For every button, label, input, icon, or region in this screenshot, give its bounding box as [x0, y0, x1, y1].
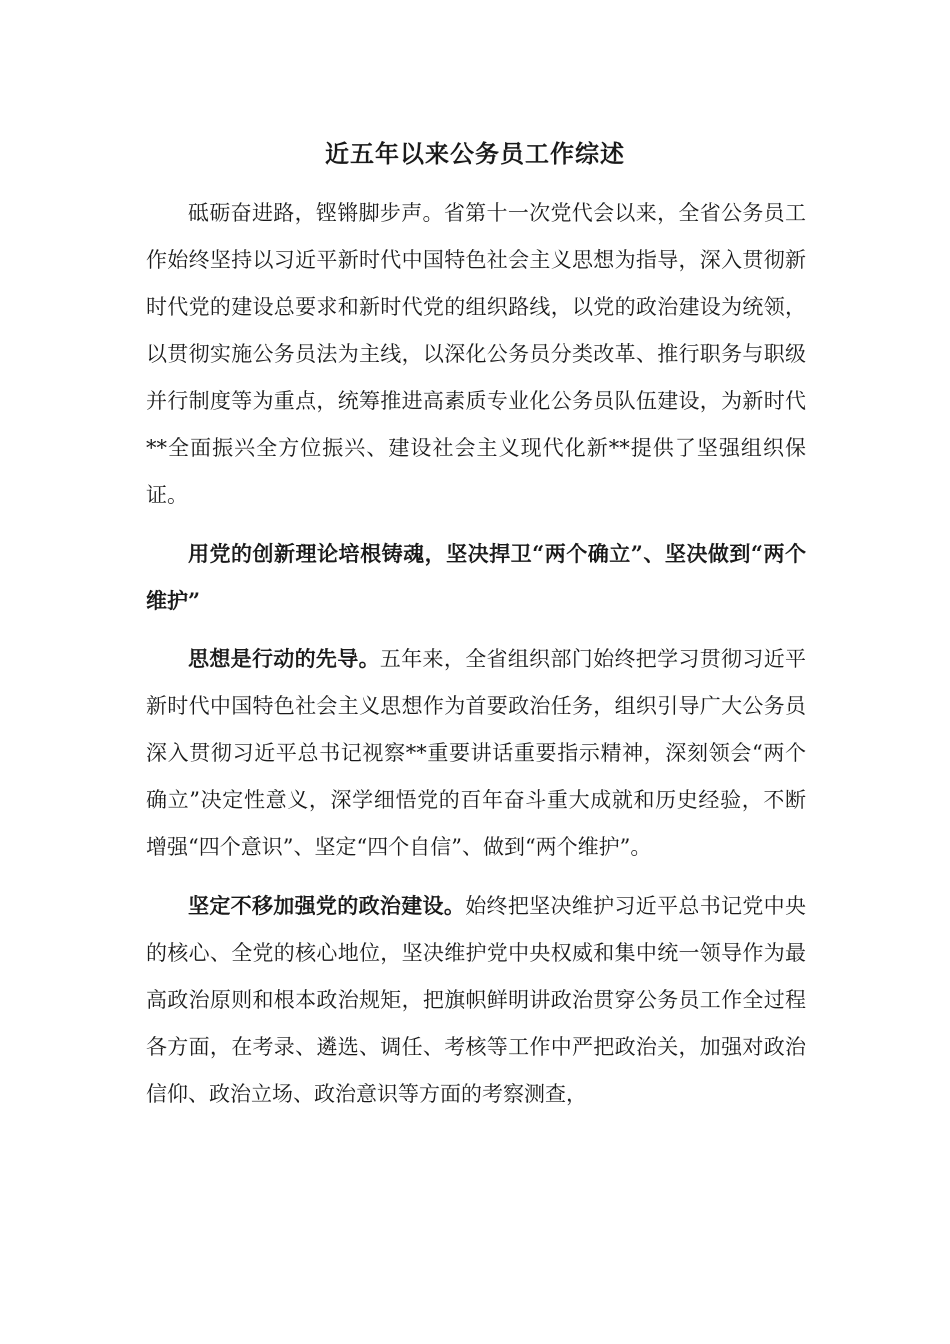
- paragraph-lead-text: 坚定不移加强党的政治建设。: [188, 893, 466, 918]
- paragraph-body-text: 五年来，全省组织部门始终把学习贯彻习近平新时代中国特色社会主义思想作为首要政治任务，组织引导广大公务员深入贯彻习近平总书记视察**重要讲话重要指示精神，深刻领会“两个确立”决定性意义，深学细悟党的百年奋斗重大成就和历史经验，不断增强“四个意识”、坚定“四个自信”、做到“两个维护”。: [146, 647, 807, 859]
- intro-paragraph: 砥砺奋进路，铿锵脚步声。省第十一次党代会以来，全省公务员工作始终坚持以习近平新时代中国特色社会主义思想为指导，深入贯彻新时代党的建设总要求和新时代党的组织路线，以党的政治建设为统领，以贯彻实施公务员法为主线，以深化公务员分类改革、推行职务与职级并行制度等为重点，统筹推进高素质专业化公务员队伍建设，为新时代**全面振兴全方位振兴、建设社会主义现代化新**提供了坚强组织保证。: [146, 201, 806, 507]
- section-heading: 用党的创新理论培根铸魂，坚决捍卫“两个确立”、坚决做到“两个维护”: [146, 541, 806, 613]
- document-body: [146, 190, 806, 1118]
- body-paragraph-political: [146, 882, 806, 1118]
- paragraph-body-text: 始终把坚决维护习近平总书记党中央的核心、全党的核心地位，坚决维护党中央权威和集中统一领导作为最高政治原则和根本政治规矩，把旗帜鲜明讲政治贯穿公务员工作全过程各方面，在考录、遴选、调任、考核等工作中严把政治关，加强对政治信仰、政治立场、政治意识等方面的考察测查，: [146, 894, 807, 1106]
- document-title: 近五年以来公务员工作综述: [325, 139, 625, 168]
- body-paragraph-thought: [146, 635, 806, 871]
- paragraph-lead-text: 思想是行动的先导。: [188, 646, 380, 671]
